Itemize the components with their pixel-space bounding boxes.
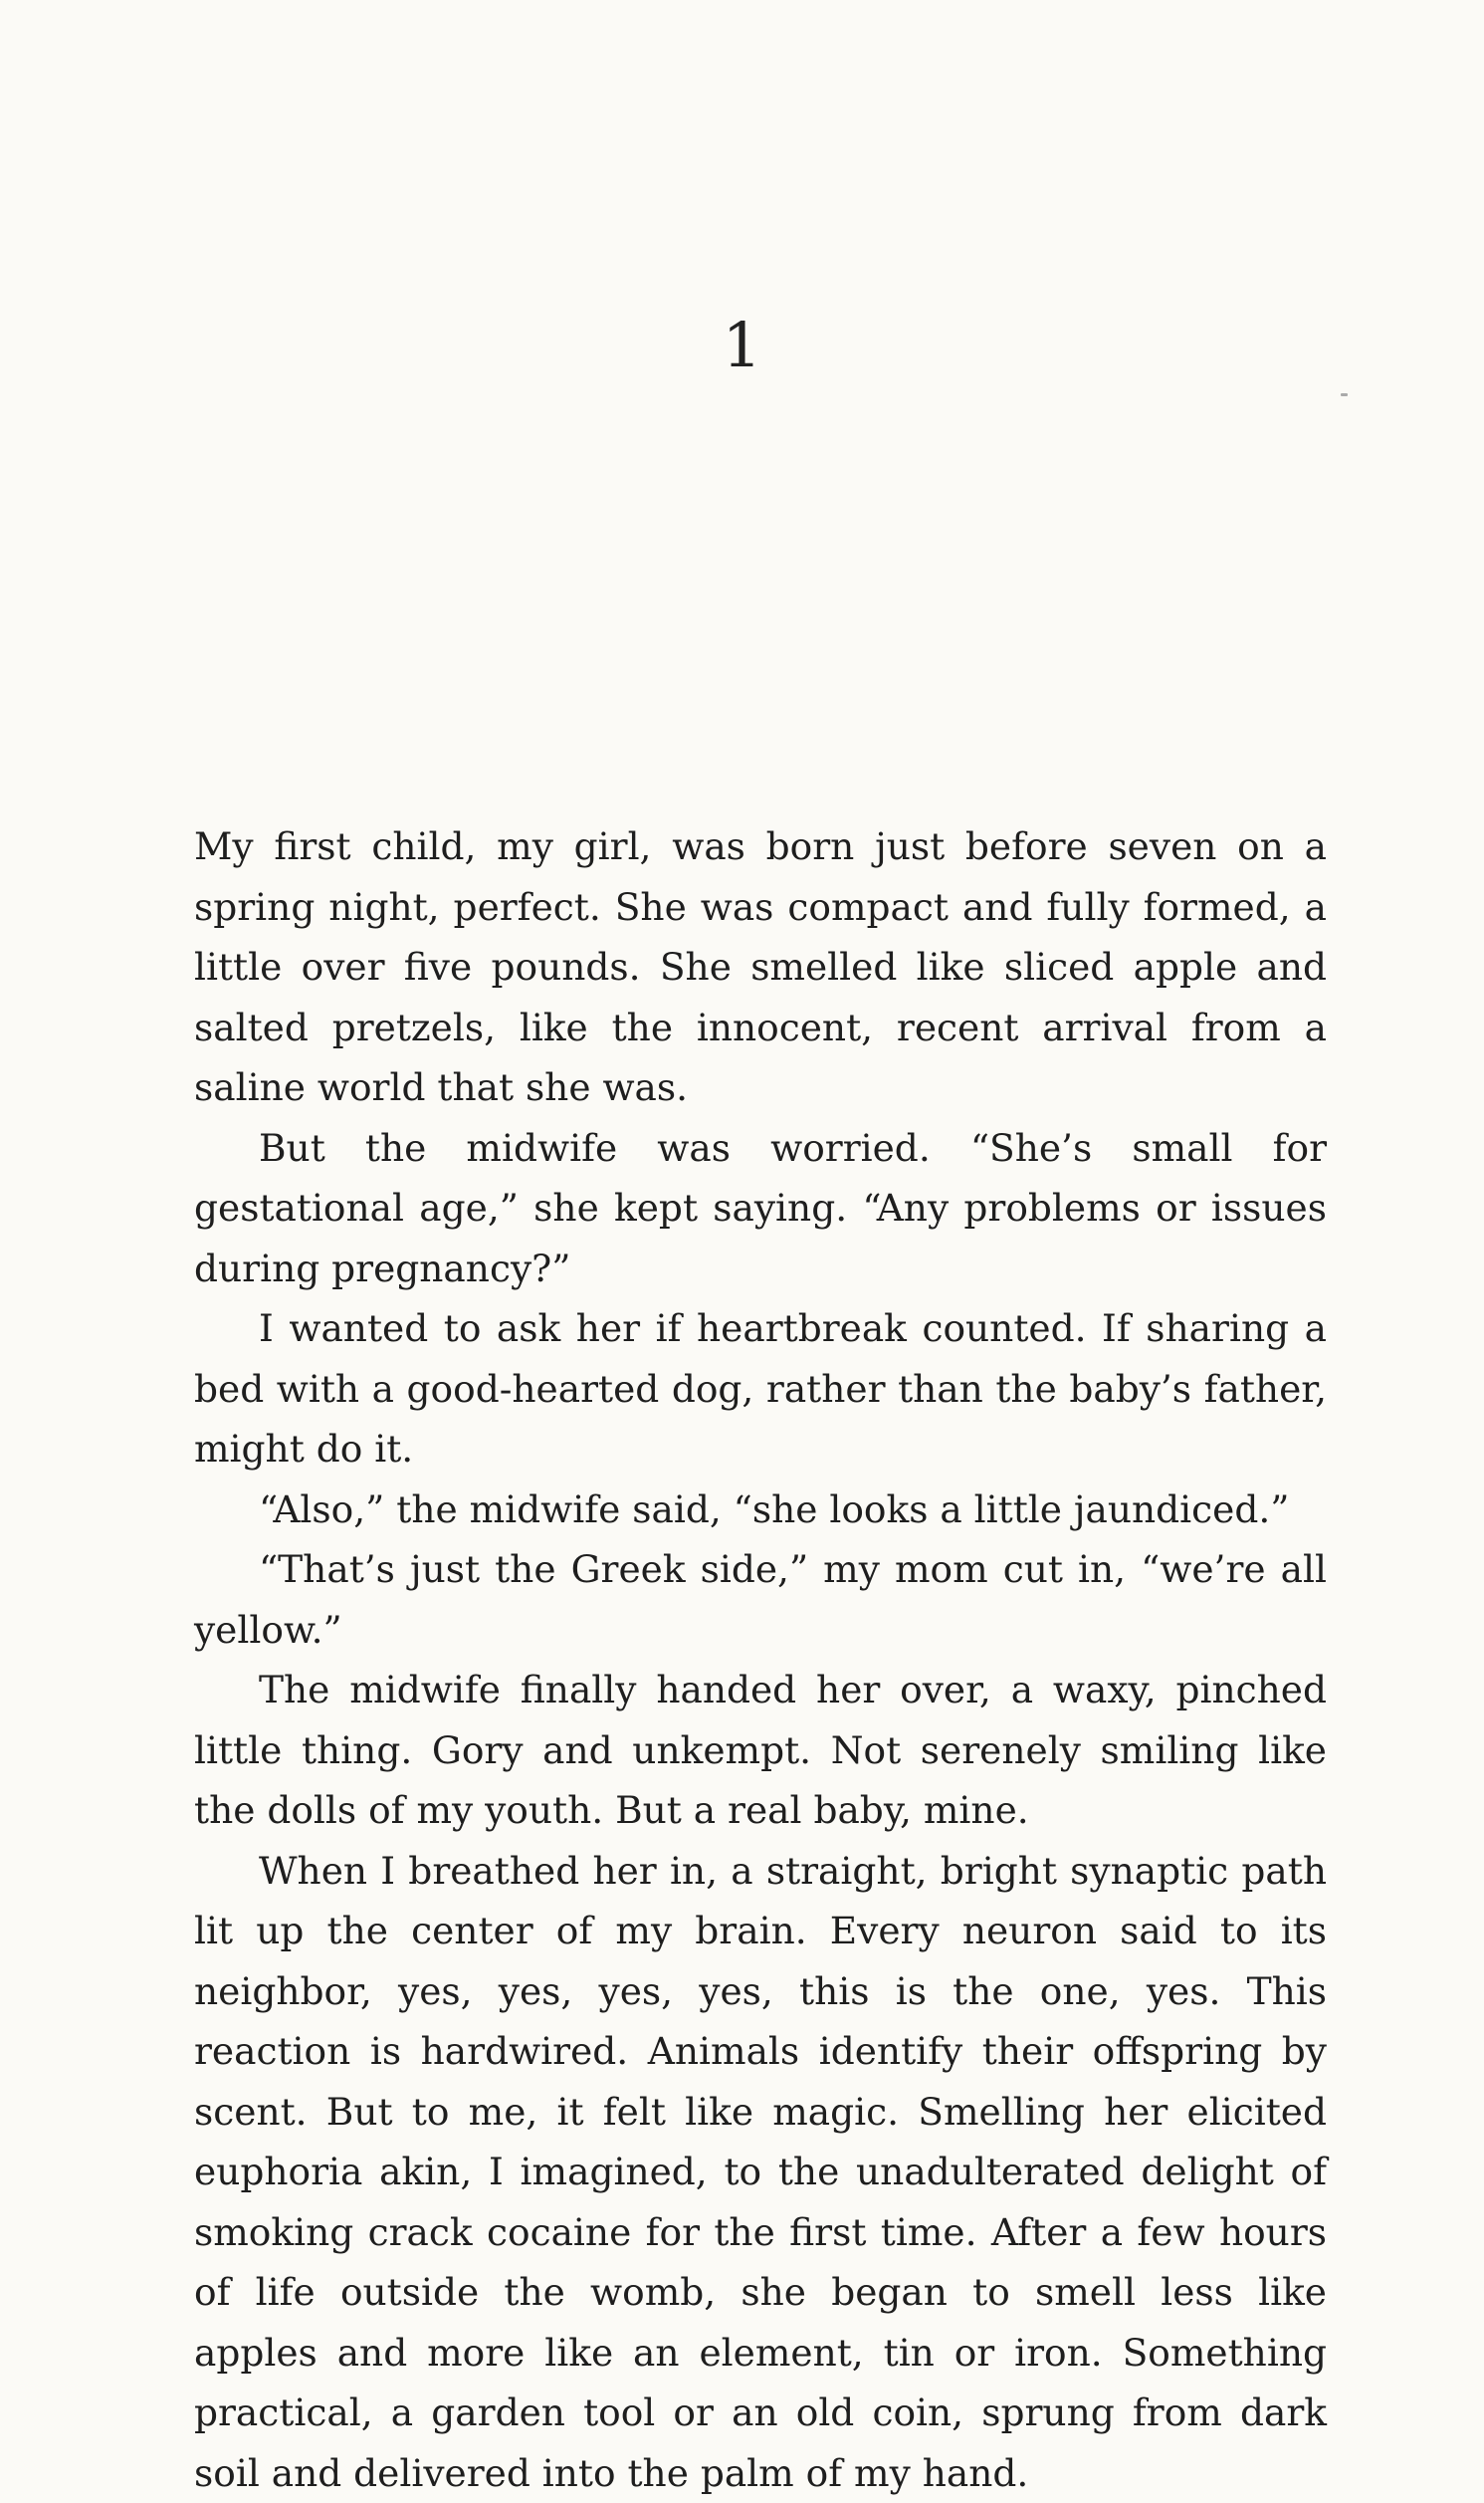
page-speck — [1341, 393, 1348, 396]
chapter-number: 1 — [0, 309, 1484, 381]
paragraph: “That’s just the Greek side,” my mom cut in, “we’re all yellow.” — [194, 1539, 1327, 1660]
chapter-body — [194, 816, 1327, 2503]
paragraph: But the midwife was worried. “She’s small for gestational age,” she kept saying. “Any problems or issues during pregnancy?” — [194, 1118, 1327, 1299]
paragraph: The midwife finally handed her over, a waxy, pinched little thing. Gory and unkempt. Not serenely smiling like the dolls of my youth. But a real baby, mine. — [194, 1660, 1327, 1841]
paragraph: My first child, my girl, was born just before seven on a spring night, perfect. She was compact and fully formed, a little over five pounds. She smelled like sliced apple and salted pretzels, like the innocent, recent arrival from a saline world that she was. — [194, 816, 1327, 1118]
paragraph: I wanted to ask her if heartbreak counted. If sharing a bed with a good-hearted dog, rather than the baby’s father, might do it. — [194, 1298, 1327, 1479]
paragraph: “Also,” the midwife said, “she looks a little jaundiced.” — [194, 1479, 1327, 1540]
paragraph: When I breathed her in, a straight, bright synaptic path lit up the center of my brain. Every neuron said to its neighbor, yes, yes, yes, yes, this is the one, yes. This reaction is hardwired. Animals identify their offspring by scent. But to me, it felt like magic. Smelling her elicited euphoria akin, I imagined, to the unadulterated delight of smoking crack cocaine for the first time. After a few hours of life outside the womb, she began to smell less like apples and more like an element, tin or iron. Something practical, a garden tool or an old coin, sprung from dark soil and delivered into the palm of my hand. — [194, 1841, 1327, 2503]
